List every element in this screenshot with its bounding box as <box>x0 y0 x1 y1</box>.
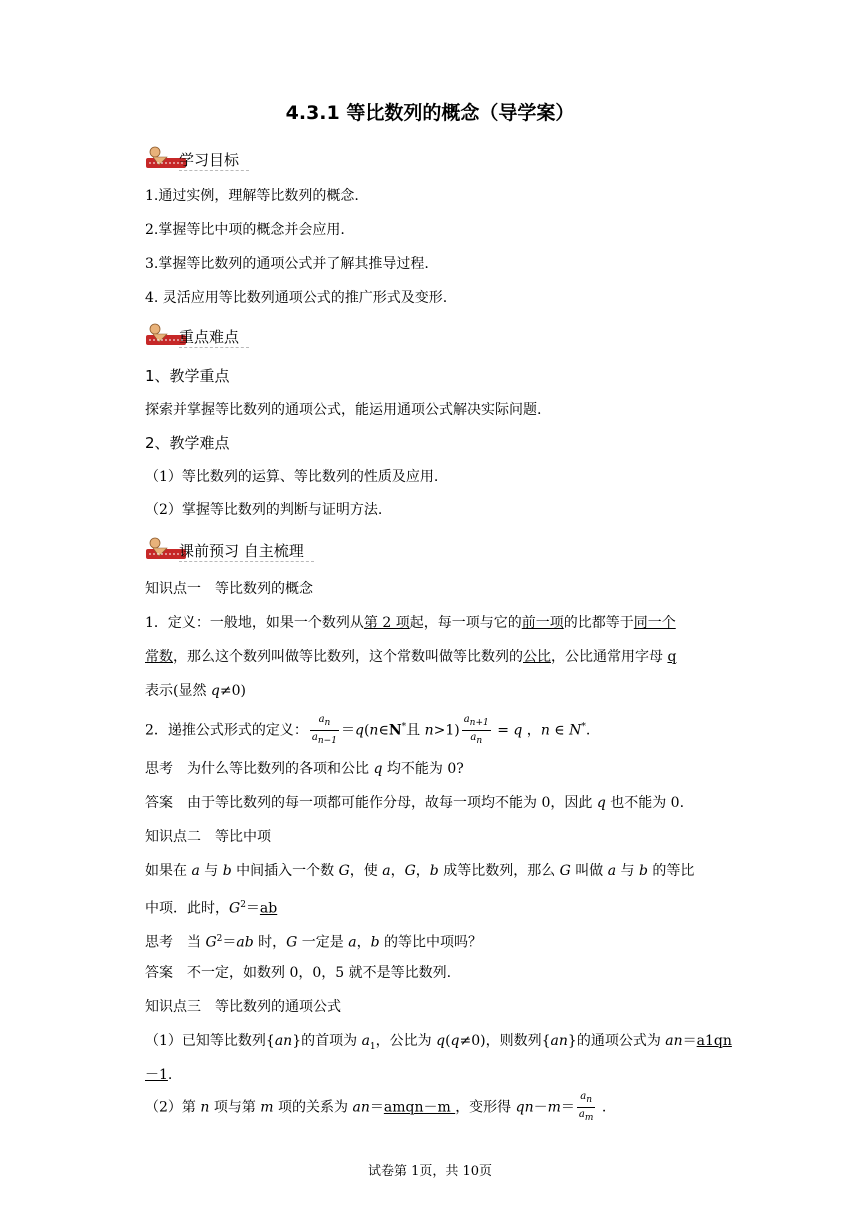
recursive-definition: 2．递推公式形式的定义： $\frac{a_n}{a_{n-1}}$ ＝q(n∈N*且 n>1) $\frac{a_{n+1}}{a_n}$ = q ，n ∈ N*. <box>145 714 591 747</box>
general-formula-line-2: －1. <box>145 1067 173 1083</box>
think-question-2: 思考 当 $G^2=ab$ 时，G 一定是 a，b 的等比中项吗？ <box>145 934 483 951</box>
definition-line-2: 常数，那么这个数列叫做等比数列，这个常数叫做等比数列的公比，公比通常用字母 q <box>145 649 677 665</box>
geometric-mean-line-1: 如果在 a 与 b 中间插入一个数 G，使 a，G，b 成等比数列，那么 G 叫做 a 与 b 的等比 <box>145 863 695 879</box>
teaching-focus-heading: 1、教学重点 <box>145 367 230 385</box>
term-relation-line: （2）第 n 项与第 m 项的关系为 an＝amqn－m ，变形得 qn－m＝ $\frac{a_n}{a_m}$ . <box>145 1091 607 1123</box>
section-title-goals: 学习目标 <box>179 149 249 171</box>
geometric-mean-line-2: 中项．此时，$G^2=ab$ <box>145 900 278 917</box>
teaching-difficulty-heading: 2、教学难点 <box>145 434 230 452</box>
fraction-an1-over-an: $\frac{a_{n+1}}{a_n}$ <box>463 714 489 747</box>
goal-item: 1.通过实例，理解等比数列的概念. <box>145 188 359 204</box>
definition-line-1: 1．定义：一般地，如果一个数列从第 2 项起，每一项与它的前一项的比都等于同一个 <box>145 615 676 631</box>
teaching-difficulty-item: （1）等比数列的运算、等比数列的性质及应用. <box>145 469 439 485</box>
knowledge-point-2-heading: 知识点二 等比中项 <box>145 829 271 845</box>
fraction-an-over-an-1: $\frac{a_n}{a_{n-1}}$ <box>311 714 337 747</box>
general-formula-line-1: （1）已知等比数列{an}的首项为 $a_1$，公比为 q(q≠0)，则数列{an}的通项公式为 an＝a1qn <box>145 1033 732 1052</box>
section-title-key: 重点难点 <box>179 326 249 348</box>
think-question-1: 思考 为什么等比数列的各项和公比 q 均不能为 0? <box>145 761 464 777</box>
definition-line-3: 表示(显然 q≠0) <box>145 683 246 699</box>
goal-item: 3.掌握等比数列的通项公式并了解其推导过程. <box>145 256 429 272</box>
teaching-focus-text: 探索并掌握等比数列的通项公式，能运用通项公式解决实际问题. <box>145 402 542 418</box>
knowledge-point-1-heading: 知识点一 等比数列的概念 <box>145 581 313 597</box>
answer-2: 答案 不一定，如数列 0，0，5 就不是等比数列. <box>145 965 452 981</box>
teaching-difficulty-item: （2）掌握等比数列的判断与证明方法. <box>145 502 383 518</box>
answer-1: 答案 由于等比数列的每一项都可能作分母，故每一项均不能为 0，因此 q 也不能为 0. <box>145 795 685 811</box>
goal-item: 2.掌握等比中项的概念并会应用. <box>145 222 345 238</box>
page-footer: 试卷第 1页，共 10页 <box>367 1164 493 1179</box>
section-title-preview: 课前预习 自主梳理 <box>179 540 314 562</box>
goal-item: 4. 灵活应用等比数列通项公式的推广形式及变形. <box>145 290 448 306</box>
fraction-an-over-am: $\frac{a_n}{a_m}$ <box>578 1091 594 1123</box>
page-title: 4.3.1 等比数列的概念（导学案） <box>285 102 575 124</box>
knowledge-point-3-heading: 知识点三 等比数列的通项公式 <box>145 999 341 1015</box>
